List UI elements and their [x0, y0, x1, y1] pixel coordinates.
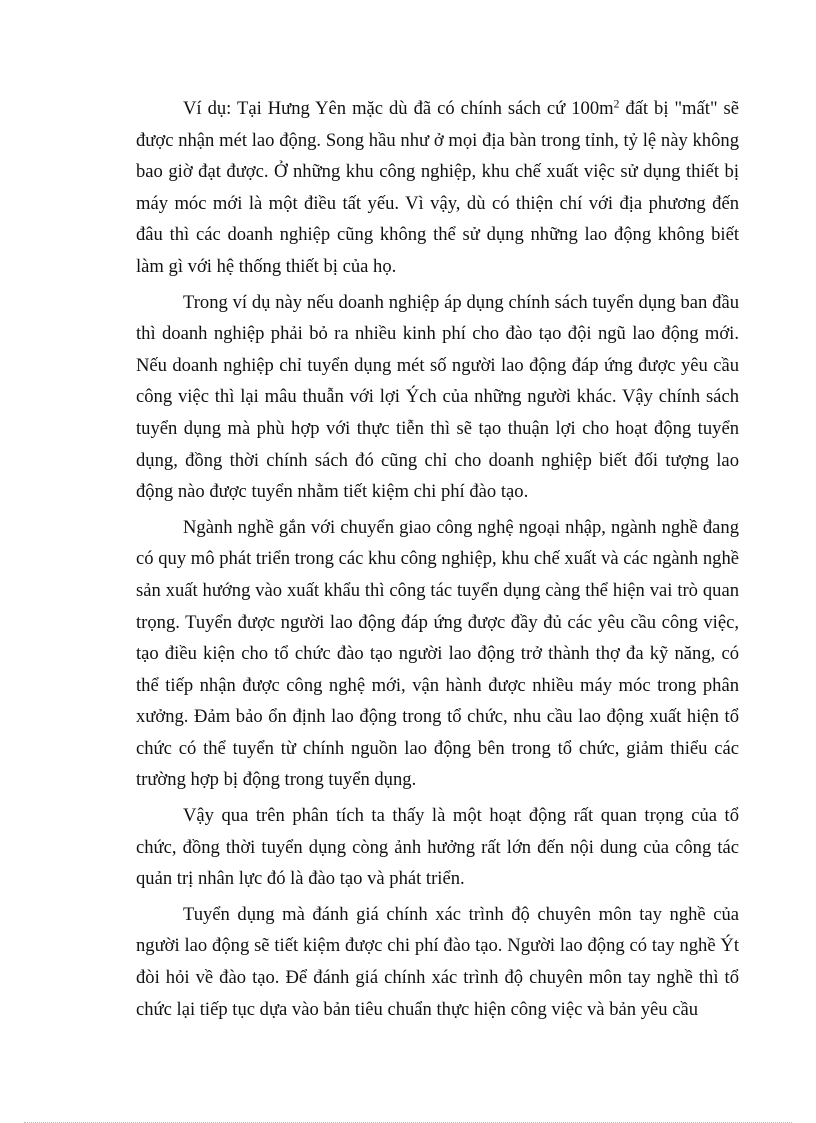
paragraph-text: Ví dụ: Tại Hưng Yên mặc dù đã có chính sách cứ 100m [183, 98, 614, 119]
paragraph-example-hung-yen [136, 93, 739, 283]
paragraph-analysis-conclusion: Vậy qua trên phân tích ta thấy là một hoạt động rất quan trọng của tổ chức, đồng thời tuyển dụng còng ảnh hưởng rất lớn đến nội dung của công tác quản trị nhân lực đó là đào tạo và phát triển. [136, 805, 739, 890]
document-body [136, 93, 739, 1029]
superscript-square: 2 [613, 98, 620, 111]
paragraph-recruitment-policy: Trong ví dụ này nếu doanh nghiệp áp dụng chính sách tuyển dụng ban đầu thì doanh nghiệp phải bỏ ra nhiều kinh phí cho đào tạo đội ngũ lao động mới. Nếu doanh nghiệp chỉ tuyển dụng mét số người lao động đáp ứng được yêu cầu công việc thì lại mâu thuẫn với lợi Ých của những người khác. Vậy chính sách tuyển dụng mà phù hợp với thực tiễn thì sẽ tạo thuận lợi cho hoạt động tuyển dụng, đồng thời chính sách đó cũng chỉ cho doanh nghiệp biết đối tượng lao động nào được tuyển nhằm tiết kiệm chi phí đào tạo. [136, 291, 739, 503]
paragraph-skill-assessment: Tuyển dụng mà đánh giá chính xác trình độ chuyên môn tay nghề của người lao động sẽ tiết kiệm được chi phí đào tạo. Người lao động có tay nghề Ýt đòi hỏi về đào tạo. Để đánh giá chính xác trình độ chuyên môn tay nghề thì tổ chức lại tiếp tục dựa vào bản tiêu chuẩn thực hiện công việc và bản yêu cầu [136, 903, 739, 1020]
paragraph-text-continued: đất bị "mất" sẽ được nhận mét lao động. Song hầu như ở mọi địa bàn trong tỉnh, tỷ lệ này không bao giờ đạt được. Ở những khu công nghiệp, khu chế xuất việc sử dụng thiết bị máy móc mới là một điều tất yếu. Vì vậy, dù có thiện chí với địa phương đến đâu thì các doanh nghiệp cũng không thể sử dụng những lao động không biết làm gì với hệ thống thiết bị của họ. [136, 98, 739, 277]
paragraph-technology-transfer: Ngành nghề gắn với chuyển giao công nghệ ngoại nhập, ngành nghề đang có quy mô phát triển trong các khu công nghiệp, khu chế xuất và các ngành nghề sản xuất hướng vào xuất khẩu thì công tác tuyển dụng càng thể hiện vai trò quan trọng. Tuyển được người lao động đáp ứng được đầy đủ các yêu cầu công việc, tạo điều kiện cho tổ chức đào tạo người lao động trở thành thợ đa kỹ năng, có thể tiếp nhận được công nghệ mới, vận hành được nhiều máy móc trong phân xưởng. Đảm bảo ổn định lao động trong tổ chức, nhu cầu lao động xuất hiện tổ chức có thể tuyển từ chính nguồn lao động bên trong tổ chức, giảm thiểu các trường hợp bị động trong tuyển dụng. [136, 516, 739, 791]
